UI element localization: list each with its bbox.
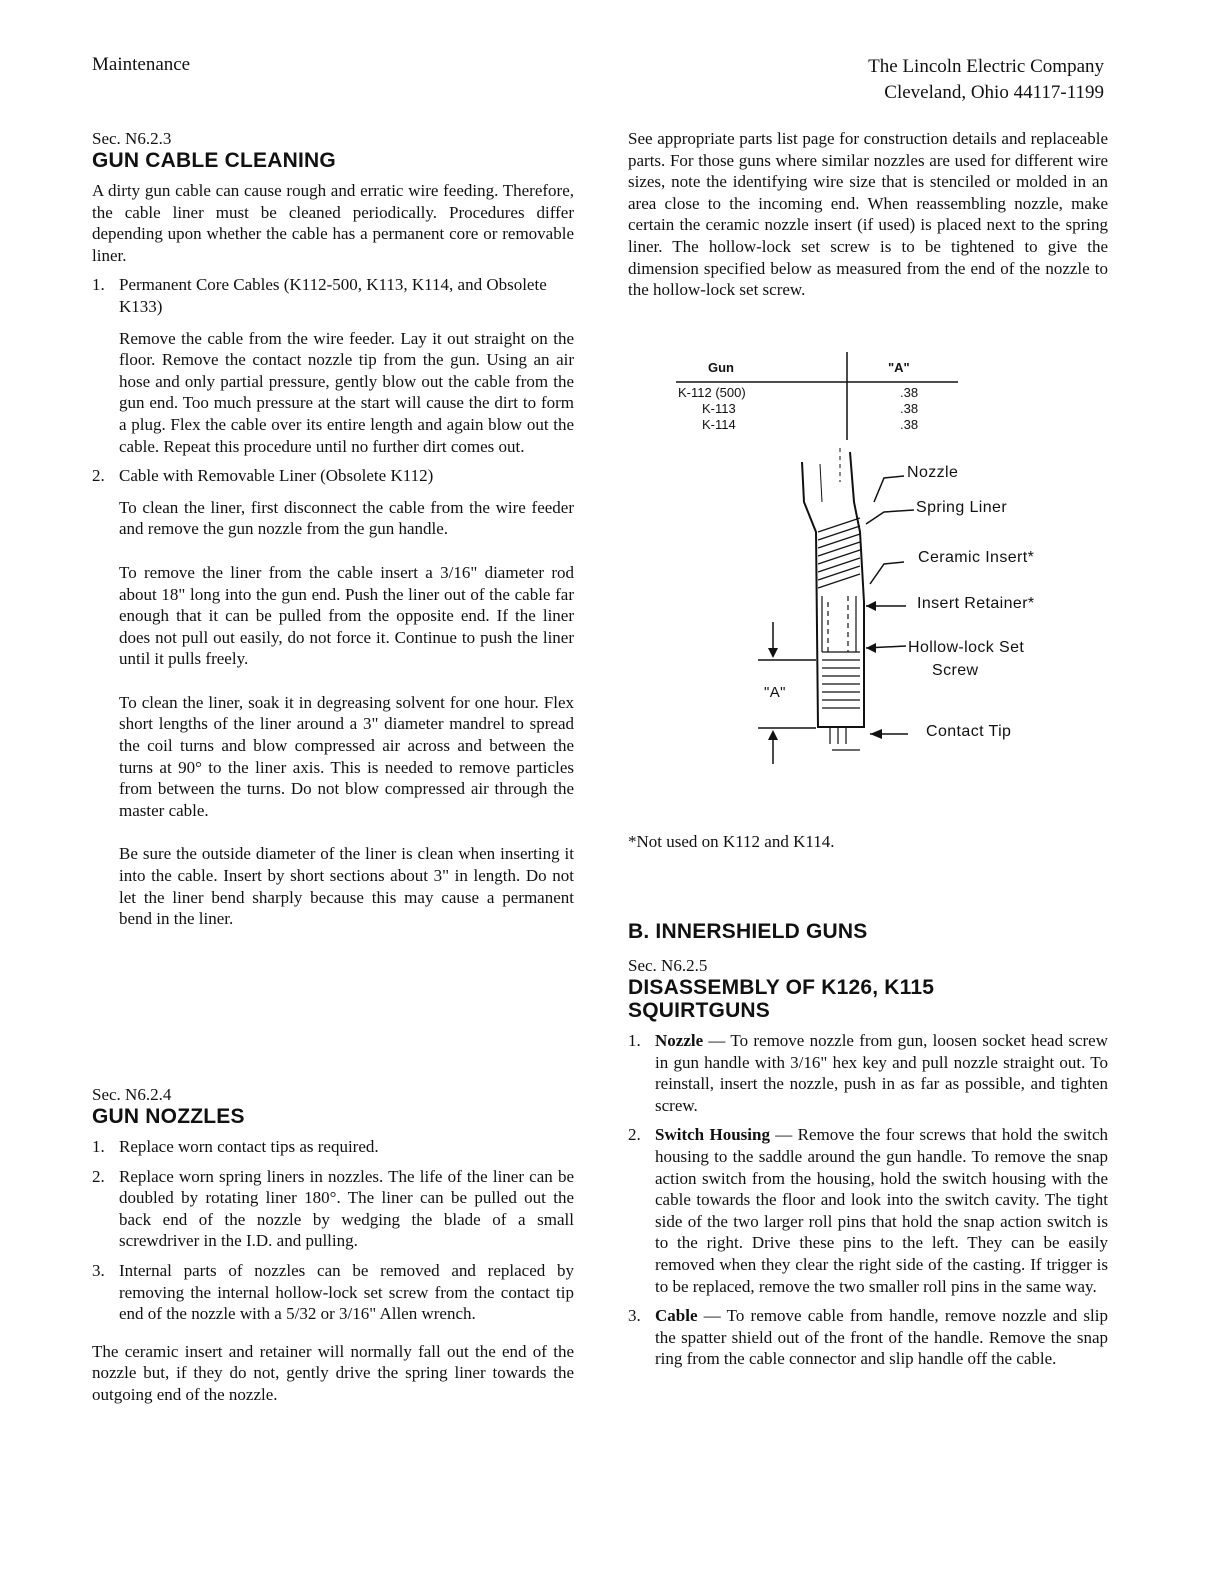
- list-item-text: Replace worn spring liners in nozzles. The life of the liner can be doubled by rotating liner 180°. The liner can be pulled out the back end of the nozzle by wedging the blade of a small screwdriver in the I.D. and pulling.: [119, 1166, 574, 1251]
- list-item-text: Remove the cable from the wire feeder. Lay it out straight on the floor. Remove the contact nozzle tip from the gun. Using an air hose and only partial pressure, gently blow out the cable from the gun end. Too much pressure at the start will cause the dirt to form a plug. Flex the cable over its entire length and again blow out the cable. Repeat this procedure until no further dirt comes out.: [119, 328, 574, 456]
- header-section: Maintenance: [92, 54, 191, 75]
- list-item: [92, 1260, 574, 1325]
- label-insert-retainer: Insert Retainer*: [917, 595, 1035, 612]
- list-item-label: Nozzle: [655, 1031, 704, 1050]
- paragraph: A dirty gun cable can cause rough and erratic wire feeding. Therefore, the cable liner must be cleaned periodically. Procedures differ depending upon whether the cable has a permanent core or removable liner.: [92, 181, 574, 265]
- list-number: 1.: [92, 1137, 105, 1156]
- paragraph: The ceramic insert and retainer will normally fall out the end of the nozzle but, if they do not, gently drive the spring liner towards the outgoing end of the nozzle.: [92, 1341, 574, 1404]
- list-number: 1.: [92, 275, 105, 295]
- list-item: [628, 1305, 1108, 1370]
- table-cell: .38: [900, 401, 919, 416]
- cable-cleaning-list: [92, 274, 574, 929]
- right-intro-block: [628, 128, 1108, 301]
- table-cell: .38: [900, 385, 919, 400]
- left-column: [92, 128, 574, 938]
- gun-nozzles-block: [92, 1084, 574, 1406]
- list-item: [628, 1124, 1108, 1297]
- header-address: Cleveland, Ohio 44117-1199: [884, 82, 1104, 103]
- footnote: *Not used on K112 and K114.: [628, 832, 835, 851]
- list-item-text: To clean the liner, soak it in degreasing solvent for one hour. Flex short lengths of the liner around a 3" diameter mandrel to spread the coil turns and blow compressed air across and between the turns at 90° to the liner axis. This is needed to remove particles from between the turns. Do not blow compressed air through the master cable.: [119, 692, 574, 820]
- list-item-text: Replace worn contact tips as required.: [119, 1137, 379, 1156]
- label-hollow-lock-2: Screw: [932, 662, 979, 679]
- list-item-text: To remove the liner from the cable insert a 3/16" diameter rod about 18" long into the gun end. Push the liner out of the cable far enough that it can be pulled from the opposite end. If the liner does not pull out easily, do not force it. Continue to push the liner until it pulls freely.: [119, 562, 574, 669]
- table-cell: K-112 (500): [678, 385, 746, 400]
- list-item-text: Internal parts of nozzles can be removed and replaced by removing the internal hollow-lock set screw from the contact tip end of the nozzle with a 5/32 or 3/16" Allen wrench.: [119, 1260, 574, 1324]
- label-ceramic-insert: Ceramic Insert*: [918, 549, 1035, 566]
- list-item-text: — Remove the four screws that hold the switch housing to the saddle around the gun handle. To remove the snap action switch from the housing, hold the switch housing with the cable towards the floor and look into the switch cavity. The tight side of the two larger roll pins that hold the snap action switch is to the right. Drive these pins to the left. They can be easily removed when they clear the right side of the casting. If trigger is to be replaced, remove the two smaller roll pins in the same way.: [655, 1125, 1109, 1296]
- section-title: SQUIRTGUNS: [628, 999, 771, 1022]
- list-item-title: Cable with Removable Liner (Obsolete K112): [119, 466, 434, 486]
- list-item-text: — To remove cable from handle, remove nozzle and slip the spatter shield out of the front of the handle. Remove the snap ring from the cable connector and slip handle off the cable.: [655, 1306, 1108, 1369]
- label-dimension-a: "A": [764, 684, 786, 701]
- list-item-text: To clean the liner, first disconnect the cable from the wire feeder and remove the gun nozzle from the gun handle.: [119, 497, 574, 539]
- section-number: Sec. N6.2.4: [92, 1085, 172, 1104]
- label-nozzle: Nozzle: [907, 464, 959, 481]
- table-cell: K-113: [702, 401, 736, 416]
- table-header-gun: Gun: [708, 360, 734, 375]
- list-item: [628, 1030, 1108, 1116]
- list-number: 2.: [628, 1125, 641, 1145]
- list-number: 1.: [628, 1031, 641, 1050]
- label-spring-liner: Spring Liner: [916, 499, 1008, 516]
- list-item-text: — To remove nozzle from gun, loosen socket head screw in gun handle with 3/16" hex key and pull nozzle straight out. To reinstall, insert the nozzle, push in as far as possible, and tighten screw.: [655, 1031, 1108, 1115]
- list-item: [92, 1166, 574, 1252]
- section-title: GUN NOZZLES: [92, 1105, 245, 1128]
- section-title: B. INNERSHIELD GUNS: [628, 920, 868, 943]
- list-number: 3.: [628, 1306, 641, 1326]
- list-item-label: Cable: [655, 1306, 698, 1326]
- list-number: 2.: [92, 466, 105, 486]
- list-item: [92, 465, 574, 930]
- table-cell: K-114: [702, 417, 736, 432]
- list-number: 2.: [92, 1166, 105, 1186]
- label-hollow-lock-1: Hollow-lock Set: [908, 639, 1025, 656]
- list-item: [92, 1136, 574, 1158]
- section-title: DISASSEMBLY OF K126, K115: [628, 976, 935, 999]
- innershield-block: [628, 920, 1108, 1378]
- innershield-list: [628, 1030, 1108, 1370]
- list-item-label: Switch Housing: [655, 1125, 770, 1145]
- list-item-title: Permanent Core Cables (K112-500, K113, K114, and Obsolete K133): [119, 275, 547, 316]
- header-company: The Lincoln Electric Company: [868, 56, 1104, 77]
- table-header-a: "A": [888, 360, 910, 375]
- list-item: [92, 274, 574, 457]
- section-number: Sec. N6.2.3: [92, 129, 172, 148]
- header-company-block: [832, 54, 1104, 106]
- table-cell: .38: [900, 417, 919, 432]
- gun-nozzles-list: [92, 1136, 574, 1325]
- nozzle-diagram: [670, 352, 1090, 792]
- paragraph: See appropriate parts list page for construction details and replaceable parts. For those guns where similar nozzles are used for different wire sizes, note the identifying wire size that is stenciled or molded in an area close to the incoming end. When reassembling nozzle, make certain the ceramic nozzle insert (if used) is placed next to the spring liner. The hollow-lock set screw is to be tightened to give the dimension specified below as measured from the end of the nozzle to the hollow-lock set screw.: [628, 129, 1108, 300]
- section-title: GUN CABLE CLEANING: [92, 149, 336, 172]
- label-contact-tip: Contact Tip: [926, 723, 1012, 740]
- list-item-text: Be sure the outside diameter of the liner is clean when inserting it into the cable. Insert by short sections about 3" in length. Do not let the liner bend sharply because this may cause a permanent bend in the liner.: [119, 844, 574, 929]
- section-number: Sec. N6.2.5: [628, 956, 708, 975]
- list-number: 3.: [92, 1260, 105, 1280]
